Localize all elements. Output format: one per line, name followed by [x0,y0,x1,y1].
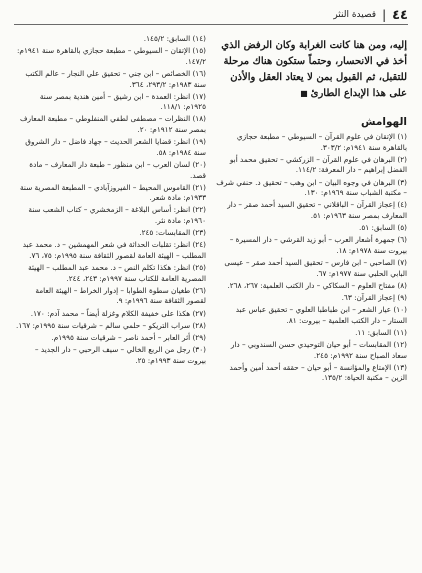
footnote: (١٩) انظر: قضايا الشعر الحديث – جهاد فاضل – دار الشروق سنة ١٩٨٤م: ٥٨. [25,137,206,157]
footnote: (٤) إعجاز القرآن – الباقلاني – تحقيق السيد أحمد صقر – دار المعارف بمصر سنة ١٩٦٣م: ٥١. [227,200,407,220]
page-number: ٤٤ [392,7,408,23]
left-column [15,34,206,555]
right-column [216,34,407,555]
footnote: (٦) جمهرة أشعار العرب – أبو زيد القرشي – دار المسيرة – بيروت سنة ١٩٧٨م: ١٨. [229,235,407,255]
footnote: (٥) السابق: ٥١. [359,223,407,232]
page-columns [15,34,407,555]
footnote: (٢٦) طغيان سطوة الطوابا – إدوار الخراط – الهيئة العامة لقصور الثقافة سنة ١٩٩٦م: ٩. [35,285,206,306]
footnote: (٢٩) أثر العابر – أحمد ناصر – شرقيات سنة ١٩٩٥م. [51,332,206,342]
footnote: (٣٠) رجل من الربع الخالي – سيف الرحبي – دار الجديد – بيروت سنة ١٩٩٣م: ٢٥. [34,345,206,365]
page-header [14,6,408,25]
footnote: (٢١) القاموس المحيط – الفيروزآبادي – المطبعة المصرية سنة ١٩٣٣م: مادة شعر. [19,182,206,203]
body-paragraph [216,38,407,102]
footnote: (١١) السابق: ١١. [355,327,407,337]
footnote: (١٥) الإتقان – السيوطي – مطبعة حجازي بالقاهرة سنة ١٩٤١م: ١٤٧/٢. [16,46,206,66]
footnote: (١٢) المقابسات – أبو حيان التوحيدي حسن السندوبي – دار سعاد الصباح سنة ١٩٩٢م: ٢٤٥. [230,339,407,360]
notes-heading: الهوامش [361,116,407,128]
footnote: (٢) البرهان في علوم القرآن – الزركشي – تحقيق محمد أبو الفضل إبراهيم – دار المعرفة: ١١٤/٢. [229,154,407,175]
footnote: (٢٢) انظر: أساس البلاغة – الزمخشري – كتاب الشعب سنة ١٩٦٠م: مادة نثر. [28,205,206,225]
footnote: (٢٣) المقابسات: ٢٤٥. [139,228,206,238]
footnote: (٨) مفتاح العلوم – السكاكي – دار الكتب العلمية: ٢٦٧، ٢٦٨. [227,280,407,290]
footnote: (٢٥) انظر: هكذا تكلم النص – د. محمد عبد المطلب – الهيئة المصرية العامة للكتاب سنة ١٩٩٧م: ٢٤٣، ٢٤٤. [28,263,206,283]
body-text: إليه، ومن هنا كانت الغرابة وكان الرفض الذي أخذ في الانحسار، وحتماً ستكون هناك مرحلة للتقبل، ثم القبول بمن لا يعتاد العقل والأذن على هذا الإبداع الطارئ [221,40,407,99]
footnote: (٢٧) هكذا على خفيفة الكلام وغزلة أيضاً – محمد آدم: ١٧٠. [30,308,206,318]
footnote: (١٦) الخصائص – ابن جني – تحقيق علي النجار – عالم الكتب سنة ١٩٨٣م: ٢٩٣/٢، ٣٦٤. [25,68,206,89]
footnote: (١٧) انظر: العمدة – ابن رشيق – أمين هندية بمصر سنة ١٩٢٥م: ١١٨/١. [39,91,206,112]
running-title: قصيدة النثر [333,10,377,20]
footnote: (١٤) السابق: ١٤٥/٢. [143,34,206,43]
footnote: (٢٠) لسان العرب – ابن منظور – طبعة دار المعارف – مادة قصد. [29,159,206,180]
footnote: (١٨) النظرات – مصطفى لطفي المنفلوطي – مطبعة المعارف بمصر سنة ١٩١٢م: ٢٠. [19,114,206,134]
footnote: (١٣) الإمتاع والمؤانسة – أبو حيان – حققه أحمد أمين وأحمد الزين – مكتبة الحياة: ١٣٥/٢. [229,362,407,383]
footnote: (١) الإتقان في علوم القرآن – السيوطي – مطبعة حجازي بالقاهرة سنة ١٩٤١م: ٣٠٣/٢. [236,132,407,152]
end-mark: ■ [300,88,308,98]
footnote: (٧) الصاحبي – ابن فارس – تحقيق السيد أحمد صقر – عيسى البابي الحلبي سنة ١٩٧٧م: ٦٧. [224,257,407,278]
header-separator: | [382,8,387,22]
footnote: (٢٨) سراب التريكو – حلمي سالم – شرقيات سنة ١٩٩٥م: ١٦٧. [16,320,206,330]
footnotes-list-right [216,132,407,384]
footnote: (٩) إعجاز القرآن: ٦٣. [341,292,407,302]
footnotes-list-left [15,34,206,366]
footnote: (٢٤) انظر: تقلبات الحداثة في شعر المهمشين – د. محمد عبد المطلب – الهيئة العامة لقصور الثقافة سنة ١٩٩٥م: ٧٥، ٧٦. [22,240,206,260]
footnote: (٣) البرهان في وجوه البيان – ابن وهب – تحقيق د. حنفي شرف – مكتبة الشباب سنة ١٩٦٩م: ١٣٠. [216,177,407,198]
footnote: (١٠) عيار الشعر – ابن طباطبا العلوي – تحقيق عباس عبد الستار – دار الكتب العلمية – بيروت: ٨١. [235,305,407,325]
